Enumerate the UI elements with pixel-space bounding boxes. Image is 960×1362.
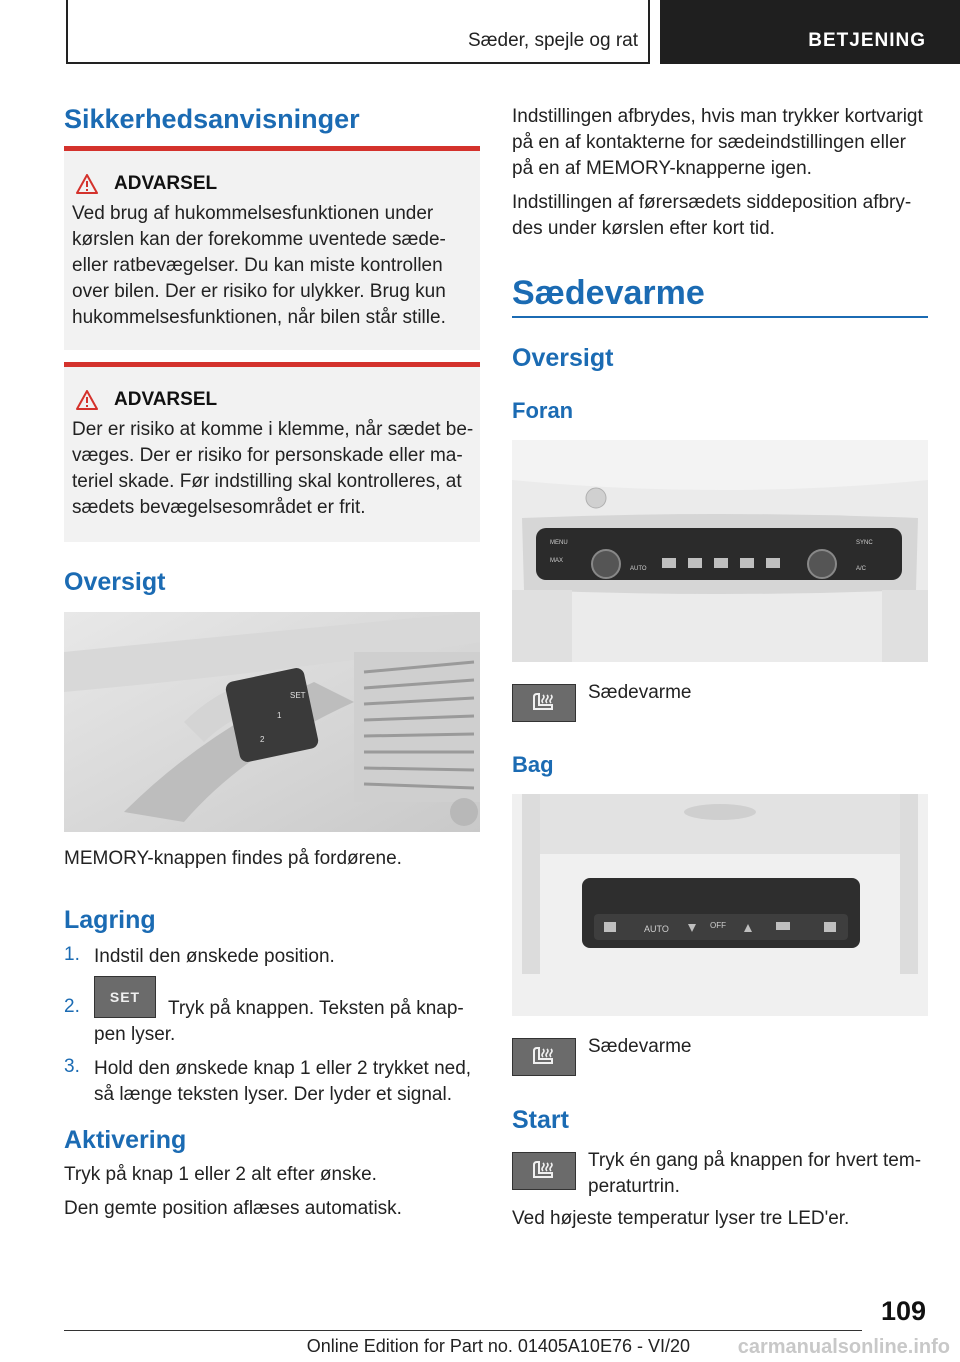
warning-bar [64,146,480,151]
start-line: Tryk én gang på knappen for hvert tem- [588,1150,922,1171]
rear-seat-heating-caption: Sædevarme [588,1036,692,1057]
interrupt-paragraph [512,104,942,182]
led-text: Ved højeste temperatur lyser tre LED'er. [512,1208,850,1229]
heading-overview-right: Oversigt [512,344,614,372]
warning-line: Ved brug af hukommelsesfunktionen under [72,203,434,224]
warning-heading [76,173,480,195]
step-text: Hold den ønskede knap 1 eller 2 trykket ned, [94,1058,472,1079]
step-number: 2. [64,996,80,1017]
warning-line: kørslen kan der forekomme uventede sæde- [72,229,446,250]
warning-line: teriel skade. Før indstilling skal kontrolleres, at [72,471,462,492]
front-max-label: MAX [550,558,564,564]
step-text: Indstil den ønskede position. [94,946,335,967]
door-button-2-label: 2 [260,735,265,744]
front-menu-label: MENU [550,540,568,546]
interrupt-line: på en af MEMORY-knapperne igen. [512,158,812,179]
warning-line: eller ratbevægelser. Du kan miste kontrollen [72,255,443,276]
step-text: pen lyser. [94,1024,176,1045]
footer-edition: Online Edition for Part no. 01405A10E76 - VI/20 [306,1336,690,1356]
warning-heading [76,389,480,411]
warning-label: ADVARSEL [114,389,218,410]
footer-watermark: carmanualsonline.info [737,1336,950,1358]
header-section-title: Sæder, spejle og rat [467,30,638,51]
seat-heating-icon [530,691,558,715]
warning-label: ADVARSEL [114,173,218,194]
door-caption: MEMORY-knappen findes på fordørene. [64,848,402,869]
header-rule-left [66,0,68,64]
seat-heating-button-icon [512,1038,576,1076]
warning-bar [64,362,480,367]
start-text [588,1148,921,1200]
section-title-safety: Sikkerhedsanvisninger [64,104,360,134]
front-auto-label: AUTO [630,566,647,572]
interrupt-line: Indstillingen afbrydes, hvis man trykker kortvarigt [512,106,923,127]
heading-overview-left: Oversigt [64,568,166,596]
door-set-label: SET [290,691,306,700]
start-line: peraturtrin. [588,1176,680,1197]
heading-activation: Aktivering [64,1126,187,1154]
storage-step-3 [64,1056,484,1108]
set-button-icon-label: SET [109,989,141,1005]
heading-front: Foran [512,398,574,423]
rear-climate-panel-illustration [512,794,928,1016]
driver-seat-line: Indstillingen af førersædets siddeposition afbry- [512,192,912,213]
set-button-icon [94,976,156,1018]
page-number: 109 [880,1296,926,1326]
seat-heating-icon [530,1045,558,1069]
warning-line: sædets bevægelsesområdet er frit. [72,497,366,518]
door-memory-illustration [64,612,480,832]
front-seat-heating-caption: Sædevarme [588,682,692,703]
warning-triangle-icon [76,174,98,194]
seat-heating-button-icon [512,684,576,722]
heading-start: Start [512,1106,569,1134]
front-climate-panel-illustration [512,440,928,662]
heading-rear: Bag [512,752,554,777]
storage-step-2 [64,976,484,1045]
step-number: 1. [64,944,80,965]
front-ac-label: A/C [856,566,867,572]
warning-line: over bilen. Der er risiko for ulykker. Brug kun [72,281,446,302]
warning-line: væges. Der er risiko for personskade eller ma- [72,445,463,466]
activation-line: Den gemte position aflæses automatisk. [64,1198,402,1219]
rear-auto-label: AUTO [644,924,669,934]
warning-text [72,417,474,521]
header-chapter-label: BETJENING [808,30,926,51]
warning-text [72,201,470,331]
rear-off-label: OFF [710,921,726,930]
warning-box-1 [64,146,480,350]
header-chapter-tab [660,0,960,64]
step-text: så længe teksten lyser. Der lyder et signal. [94,1084,453,1105]
rear-panel-photo [512,794,928,1016]
activation-line: Tryk på knap 1 eller 2 alt efter ønske. [64,1164,377,1185]
step-text: Tryk på knappen. Teksten på knap- [168,998,464,1019]
header-rule-bottom [66,62,650,64]
chapter-heading-rule [512,316,928,318]
door-button-1-label: 1 [277,711,282,720]
activation-text [64,1162,402,1222]
footer-rule [64,1330,862,1331]
step-number: 3. [64,1056,80,1077]
front-sync-label: SYNC [856,540,873,546]
heading-storage: Lagring [64,906,156,934]
interrupt-line: på en af kontakterne for sædeindstillingen eller [512,132,906,153]
door-memory-photo [64,612,480,832]
chapter-heading-seat-heating: Sædevarme [512,274,705,312]
warning-box-2 [64,362,480,542]
header-rule-middle [648,0,650,64]
warning-line: hukommelsesfunktionen, når bilen står stille. [72,307,446,328]
warning-line: Der er risiko at komme i klemme, når sædet be- [72,419,474,440]
driver-seat-line: des under kørslen efter kort tid. [512,218,775,239]
driver-seat-paragraph [512,190,942,242]
seat-heating-icon [530,1159,558,1183]
front-panel-photo [512,440,928,662]
warning-triangle-icon [76,390,98,410]
seat-heating-button-icon [512,1152,576,1190]
